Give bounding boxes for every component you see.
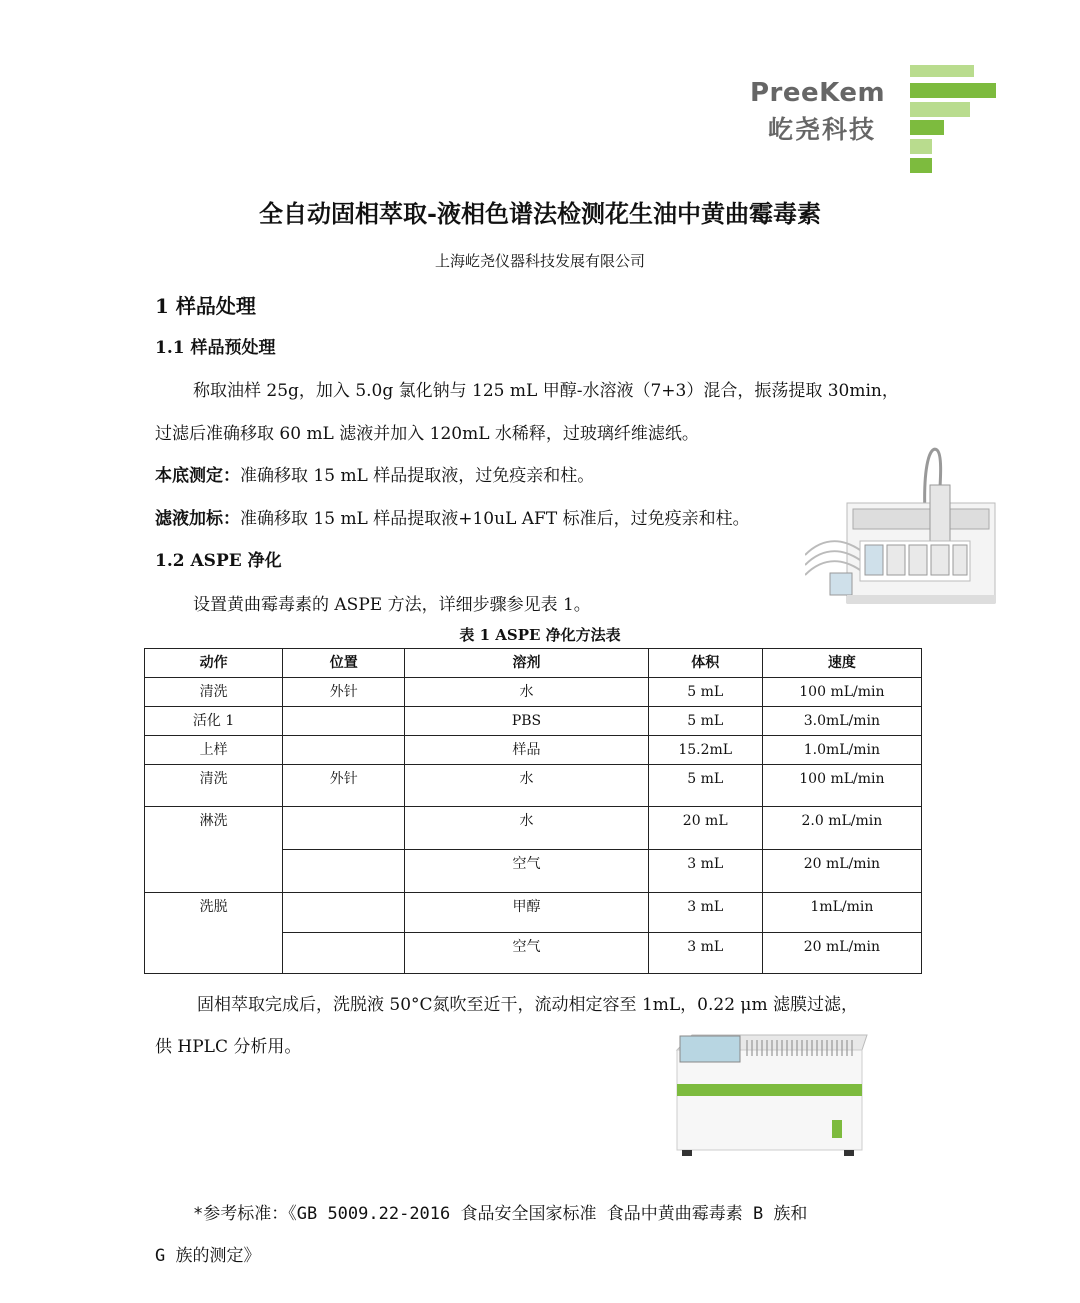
table-cell: 空气 [405, 850, 648, 893]
section-heading: 1 样品处理 [155, 294, 256, 318]
blank-measurement-line [155, 461, 594, 486]
table-cell: 上样 [145, 736, 283, 765]
table-cell: 15.2mL [648, 736, 762, 765]
paragraph-line: 固相萃取完成后，洗脱液 50°C氮吹至近干，流动相定容至 1mL，0.22 μm 滤膜过滤， [197, 995, 858, 1015]
table-cell [283, 893, 405, 933]
table-cell: 水 [405, 678, 648, 707]
paragraph-line: 供 HPLC 分析用。 [155, 1037, 302, 1057]
subsection-heading: 1.2 ASPE 净化 [155, 551, 282, 571]
table-cell: 活化 1 [145, 707, 283, 736]
table-caption: 表 1 ASPE 净化方法表 [459, 626, 621, 644]
table-cell: 淋洗 [145, 807, 283, 893]
paragraph-line: 过滤后准确移取 60 mL 滤液并加入 120mL 水稀释，过玻璃纤维滤纸。 [155, 424, 699, 444]
logo-brand-text: PreeKem [750, 78, 886, 108]
aspe-instrument-image [805, 445, 1000, 610]
organization-name: 上海屹尧仪器科技发展有限公司 [434, 252, 645, 270]
table-row [145, 736, 922, 765]
table-header-cell: 溶剂 [405, 649, 648, 678]
table-cell: 1mL/min [762, 893, 921, 933]
subsection-heading: 1.1 样品预处理 [155, 338, 276, 358]
table-cell: 5 mL [648, 765, 762, 807]
table-header-cell: 体积 [648, 649, 762, 678]
table-header-cell: 动作 [145, 649, 283, 678]
logo-brand-cn-text: 屹尧科技 [768, 115, 877, 144]
spike-label: 滤液加标： [155, 509, 240, 529]
table-cell: 空气 [405, 933, 648, 974]
table-cell: 1.0mL/min [762, 736, 921, 765]
blank-label: 本底测定： [155, 466, 240, 486]
table-cell: 20 mL/min [762, 850, 921, 893]
table-cell: 2.0 mL/min [762, 807, 921, 850]
table-cell [283, 850, 405, 893]
table-cell: 水 [405, 765, 648, 807]
table-cell: 样品 [405, 736, 648, 765]
company-logo [750, 62, 1000, 180]
table-row [145, 765, 922, 807]
nitrogen-evaporator-image [672, 1030, 872, 1160]
table-cell [283, 807, 405, 850]
table-cell: 水 [405, 807, 648, 850]
table-cell: 清洗 [145, 765, 283, 807]
table-row [145, 807, 922, 850]
table-cell: 5 mL [648, 678, 762, 707]
table-cell: 100 mL/min [762, 678, 921, 707]
blank-text: 准确移取 15 mL 样品提取液，过免疫亲和柱。 [240, 466, 595, 486]
table-cell [283, 933, 405, 974]
table-row [145, 678, 922, 707]
table-cell [283, 707, 405, 736]
logo-bars-icon [910, 62, 1000, 180]
paragraph-line: 设置黄曲霉毒素的 ASPE 方法，详细步骤参见表 1。 [193, 595, 591, 615]
table-cell [283, 736, 405, 765]
table-cell: 甲醇 [405, 893, 648, 933]
document-title: 全自动固相萃取-液相色谱法检测花生油中黄曲霉毒素 [259, 199, 821, 228]
reference-line: G 族的测定》 [155, 1246, 261, 1266]
table-cell: 清洗 [145, 678, 283, 707]
table-header-row [145, 649, 922, 678]
table-cell: 3 mL [648, 893, 762, 933]
table-cell: 外针 [283, 765, 405, 807]
table-cell: 100 mL/min [762, 765, 921, 807]
table-cell: 3 mL [648, 933, 762, 974]
table-cell: 5 mL [648, 707, 762, 736]
table-header-cell: 位置 [283, 649, 405, 678]
table-cell: 外针 [283, 678, 405, 707]
spike-text: 准确移取 15 mL 样品提取液+10uL AFT 标准后，过免疫亲和柱。 [240, 509, 750, 529]
table-row [145, 893, 922, 933]
table-cell: 20 mL/min [762, 933, 921, 974]
reference-line: *参考标准：《GB 5009.22-2016 食品安全国家标准 食品中黄曲霉毒素 B 族和 [193, 1204, 808, 1224]
table-header-cell: 速度 [762, 649, 921, 678]
table-cell: 3 mL [648, 850, 762, 893]
table-cell: 20 mL [648, 807, 762, 850]
table-cell: 洗脱 [145, 893, 283, 974]
table-row [145, 707, 922, 736]
table-cell: 3.0mL/min [762, 707, 921, 736]
paragraph-line: 称取油样 25g，加入 5.0g 氯化钠与 125 mL 甲醇-水溶液（7+3）混合，振荡提取 30min， [193, 381, 899, 401]
table-cell: PBS [405, 707, 648, 736]
spike-line [155, 504, 750, 529]
aspe-method-table [144, 648, 922, 974]
